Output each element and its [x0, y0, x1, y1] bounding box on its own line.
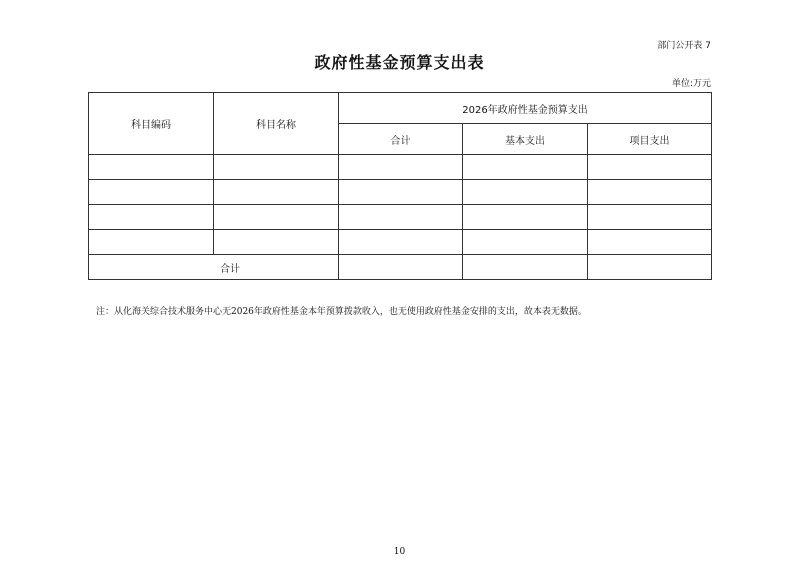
table-row — [89, 180, 712, 205]
table-header-row — [89, 93, 712, 124]
table-row — [89, 230, 712, 255]
page-number: 10 — [393, 547, 406, 557]
table-cell — [463, 180, 588, 205]
table-cell — [89, 180, 214, 205]
table-cell — [463, 205, 588, 230]
table-total-row — [89, 255, 712, 280]
table-cell — [463, 155, 588, 180]
table-cell — [89, 155, 214, 180]
table-note: 注：从化海关综合技术服务中心无2026年政府性基金本年预算拨款收入，也无使用政府性基金安排的支出，故本表无数据。 — [96, 307, 587, 317]
column-header-project: 项目支出 — [588, 124, 712, 155]
table-row — [89, 205, 712, 230]
table-cell — [214, 155, 339, 180]
table-cell — [588, 255, 712, 280]
table-cell — [89, 230, 214, 255]
budget-table — [88, 92, 712, 280]
total-row-label: 合计 — [89, 255, 339, 280]
table-cell — [339, 255, 463, 280]
table-cell — [463, 230, 588, 255]
unit-label: 单位:万元 — [671, 79, 711, 89]
table-cell — [339, 180, 463, 205]
page-label: 部门公开表 7 — [657, 41, 711, 51]
page-title: 政府性基金预算支出表 — [314, 53, 485, 72]
table-cell — [588, 205, 712, 230]
column-header-name: 科目名称 — [214, 93, 339, 155]
table-cell — [588, 180, 712, 205]
table-cell — [339, 205, 463, 230]
table-cell — [214, 180, 339, 205]
table-cell — [339, 155, 463, 180]
column-group-header: 2026年政府性基金预算支出 — [339, 93, 712, 124]
column-header-total: 合计 — [339, 124, 463, 155]
table-cell — [339, 230, 463, 255]
table-row — [89, 155, 712, 180]
column-header-basic: 基本支出 — [463, 124, 588, 155]
table-cell — [214, 230, 339, 255]
table-cell — [588, 155, 712, 180]
table-cell — [463, 255, 588, 280]
table-cell — [89, 205, 214, 230]
table-cell — [214, 205, 339, 230]
table-cell — [588, 230, 712, 255]
column-header-code: 科目编码 — [89, 93, 214, 155]
